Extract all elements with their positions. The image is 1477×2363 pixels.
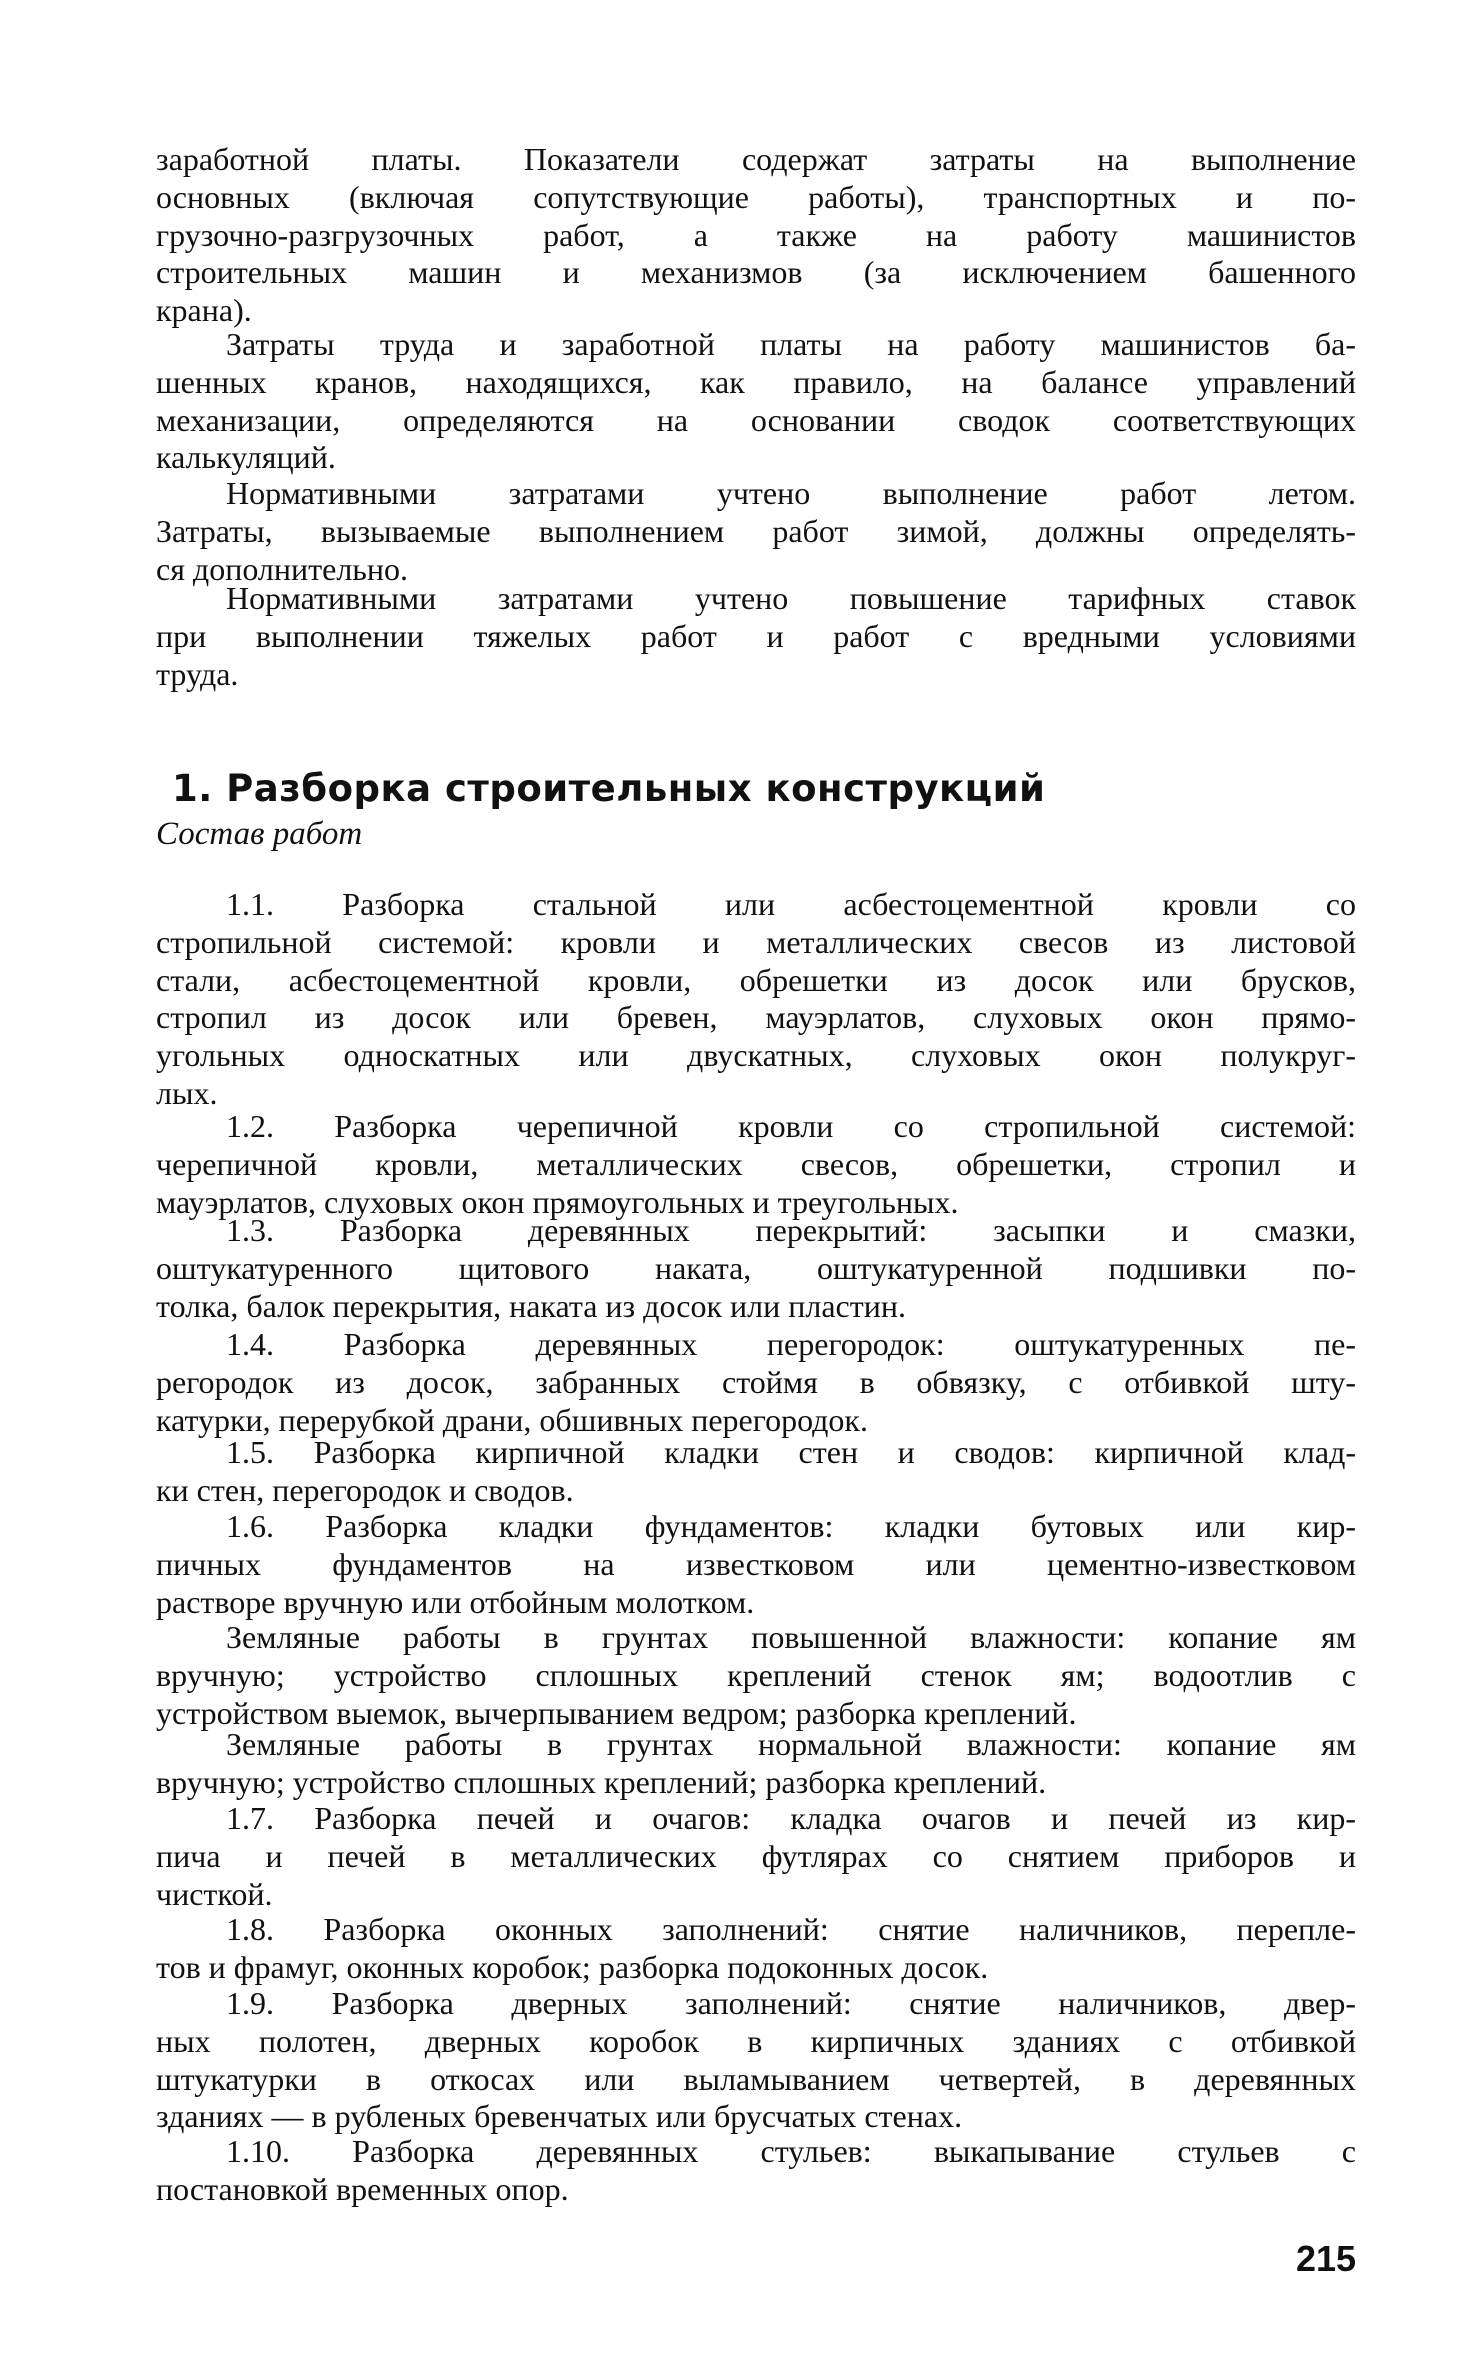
text-line: строительных машин и механизмов (за исключением башенного xyxy=(156,254,1356,291)
text-line: заработной платы. Показатели содержат затраты на выполнение xyxy=(156,141,1356,177)
text-line: 1.6. Разборка кладки фундаментов: кладки бутовых или кир- xyxy=(226,1508,1356,1544)
text-line: крана). xyxy=(156,292,252,329)
text-line: Нормативными затратами учтено повышение тарифных ставок xyxy=(226,580,1356,616)
paragraph xyxy=(156,326,1356,477)
section-subheading: Состав работ xyxy=(156,816,363,852)
paragraph xyxy=(156,2133,1356,2209)
text-line: штукатурки в откосах или выламыванием четвертей, в деревянных xyxy=(156,2060,1356,2097)
paragraph xyxy=(156,886,1356,1113)
paragraph xyxy=(156,1911,1356,1987)
paragraph xyxy=(156,1108,1356,1221)
text-line: зданиях — в рубленых бревенчатых или брусчатых стенах. xyxy=(156,2098,963,2135)
text-line: пичных фундаментов на известковом или цементно-известковом xyxy=(156,1545,1356,1582)
text-line: труда. xyxy=(156,655,239,692)
paragraph xyxy=(156,1726,1356,1802)
text-line: калькуляций. xyxy=(156,439,336,476)
text-line: 1.7. Разборка печей и очагов: кладка очагов и печей из кир- xyxy=(226,1800,1356,1836)
text-line: Земляные работы в грунтах повышенной влажности: копание ям xyxy=(226,1619,1356,1655)
text-line: 1.4. Разборка деревянных перегородок: оштукатуренных пе- xyxy=(226,1326,1356,1362)
text-line: стропил из досок или бревен, мауэрлатов, слуховых окон прямо- xyxy=(156,999,1356,1036)
paragraph xyxy=(156,580,1356,693)
paragraph xyxy=(156,1326,1356,1439)
text-line: 1.2. Разборка черепичной кровли со стропильной системой: xyxy=(226,1108,1356,1144)
text-line: Затраты, вызываемые выполнением работ зимой, должны определять- xyxy=(156,512,1356,549)
text-line: основных (включая сопутствующие работы), транспортных и по- xyxy=(156,178,1356,215)
text-line: мауэрлатов, слуховых окон прямоугольных и треугольных. xyxy=(156,1183,959,1220)
text-line: вручную; устройство сплошных креплений; разборка креплений. xyxy=(156,1763,1047,1800)
text-line: 1.9. Разборка дверных заполнений: снятие наличников, двер- xyxy=(226,1985,1356,2021)
paragraph xyxy=(156,475,1356,588)
text-line: при выполнении тяжелых работ и работ с вредными условиями xyxy=(156,617,1356,654)
paragraph xyxy=(156,1985,1356,2136)
text-line: вручную; устройство сплошных креплений стенок ям; водоотлив с xyxy=(156,1656,1356,1693)
text-line: ки стен, перегородок и сводов. xyxy=(156,1471,574,1508)
text-line: устройством выемок, вычерпыванием ведром; разборка креплений. xyxy=(156,1694,1077,1731)
section-heading: 1. Разборка строительных конструкций xyxy=(172,766,1046,810)
text-line: толка, балок перекрытия, наката из досок или пластин. xyxy=(156,1287,906,1324)
text-line: механизации, определяются на основании сводок соответствующих xyxy=(156,401,1356,438)
text-line: лых. xyxy=(156,1074,218,1111)
text-line: чисткой. xyxy=(156,1875,273,1912)
text-line: ся дополнительно. xyxy=(156,550,408,587)
paragraph xyxy=(156,1508,1356,1621)
text-line: угольных односкатных или двускатных, слуховых окон полукруг- xyxy=(156,1037,1356,1074)
text-line: 1.3. Разборка деревянных перекрытий: засыпки и смазки, xyxy=(226,1212,1356,1248)
text-line: постановкой временных опор. xyxy=(156,2170,569,2207)
text-line: черепичной кровли, металлических свесов, обрешетки, стропил и xyxy=(156,1145,1356,1182)
paragraph xyxy=(156,1800,1356,1913)
text-line: грузочно-разгрузочных работ, а также на работу машинистов xyxy=(156,216,1356,253)
paragraph xyxy=(156,141,1356,330)
text-line: регородок из досок, забранных стоймя в обвязку, с отбивкой шту- xyxy=(156,1363,1356,1400)
text-line: катурки, перерубкой драни, обшивных перегородок. xyxy=(156,1401,868,1438)
text-line: ных полотен, дверных коробок в кирпичных зданиях с отбивкой xyxy=(156,2022,1356,2059)
text-line: пича и печей в металлических футлярах со снятием приборов и xyxy=(156,1837,1356,1874)
text-line: стали, асбестоцементной кровли, обрешетки из досок или брусков, xyxy=(156,961,1356,998)
text-line: 1.1. Разборка стальной или асбестоцементной кровли со xyxy=(226,886,1356,922)
text-line: Затраты труда и заработной платы на работу машинистов ба- xyxy=(226,326,1356,362)
paragraph xyxy=(156,1212,1356,1325)
text-line: растворе вручную или отбойным молотком. xyxy=(156,1583,755,1620)
paragraph xyxy=(156,1434,1356,1510)
text-line: тов и фрамуг, оконных коробок; разборка подоконных досок. xyxy=(156,1948,989,1985)
text-line: оштукатуренного щитового наката, оштукатуренной подшивки по- xyxy=(156,1249,1356,1286)
page-number: 215 xyxy=(1296,2238,1357,2279)
text-line: 1.5. Разборка кирпичной кладки стен и сводов: кирпичной клад- xyxy=(226,1434,1356,1470)
text-line: стропильной системой: кровли и металлических свесов из листовой xyxy=(156,923,1356,960)
text-line: 1.10. Разборка деревянных стульев: выкапывание стульев с xyxy=(226,2133,1356,2169)
text-line: шенных кранов, находящихся, как правило, на балансе управлений xyxy=(156,363,1356,400)
text-line: 1.8. Разборка оконных заполнений: снятие наличников, перепле- xyxy=(226,1911,1356,1947)
text-line: Нормативными затратами учтено выполнение работ летом. xyxy=(226,475,1356,511)
paragraph xyxy=(156,1619,1356,1732)
text-line: Земляные работы в грунтах нормальной влажности: копание ям xyxy=(226,1726,1356,1762)
